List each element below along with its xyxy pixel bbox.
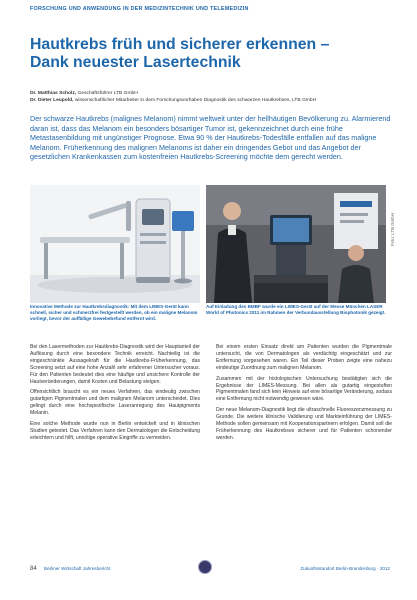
page-footer xyxy=(30,565,390,575)
footer-publication: Berliner Wirtschaft Jahresbericht xyxy=(44,566,111,571)
article-title xyxy=(30,36,400,72)
lead-paragraph: Der schwarze Hautkrebs (malignes Melanom) nimmt weltweit unter der hellhäutigen Bevölkerung zu. Alarmierend daran ist, dass das Melanom ein besonders bösartiger Tumor ist, gekennzeichnet durch eine frühe Metastasenbildung mit ungünstiger Prognose. Etwa 90 % der Hautkrebs-Todesfälle entfallen auf das maligne Melanom. Früherkennung des malignen Melanoms ist daher ein dringendes Gebot und das Angebot der gesetzlichen Krankenkassen zum kostenfreien Hautkrebs-Screening möchte dem gerecht werden. xyxy=(30,114,391,162)
body-column-left xyxy=(30,344,200,446)
body-right-paragraph-1: Bei einem ersten Einsatz direkt am Patienten wurden die Pigmentmale untersucht, die von Dermatologen als verdächtig eingeschätzt und zur Entfernung vorgesehen waren. Ein Teil dieser Proben zeigte eine nahezu eindeutige Zuordnung zum malignen Melanom. xyxy=(216,344,392,371)
limes-device-illustration xyxy=(30,185,200,303)
page-number: 84 xyxy=(30,566,37,572)
photo-credit: Foto: LTB GmbH xyxy=(390,213,395,246)
title-line-1: Hautkrebs früh und sicherer erkennen – xyxy=(30,36,330,53)
exhibition-photo xyxy=(206,185,386,303)
limes-device-photo xyxy=(30,185,200,303)
caption-left: Innovative Methode zur Hautkrebsdiagnostik: Mit dem LIMES-Gerät kann schnell, sicher und schmerzfrei festgestellt werden, ob ein maligne Melanom vorliegt, bevor der auffällige Gewebebefund entfernt wird. xyxy=(30,304,198,322)
author-block xyxy=(30,90,400,104)
author-2-role: wissenschaftlicher Mitarbeiter in dem Forschungsvorhaben Diagnostik des schwarzen Hautkrebses, LTB GmbH xyxy=(73,98,317,104)
author-1-name: Dr. Matthias Scholz, xyxy=(30,91,77,96)
author-1 xyxy=(30,90,400,97)
body-left-paragraph-2: Offensichtlich braucht es ein neues Verfahren, das eindeutig zwischen gutartigen Pigmentmalen und dem malignen Melanom unterscheidet. Dies gelingt durch eine hochspezifische Laseranregung des Hautpigments Melanin. xyxy=(30,389,200,417)
body-right-paragraph-3: Der neue Melanom-Diagnostik liegt die ultraschnelle Fluoreszenzmessung zu Grunde. Die weitere klinische Validierung und Markteinführung der LIMES-Methode sollen gemeinsam mit Kooperationspartnern erfolgen. Damit soll die Früherkennung des Hautkrebses sicherer und für Patienten schonender werden. xyxy=(216,407,392,441)
author-2 xyxy=(30,97,400,104)
body-column-right xyxy=(216,344,392,446)
author-2-name: Dr. Dieter Leupold, xyxy=(30,98,74,104)
footer-logo-icon xyxy=(198,560,212,574)
body-left-paragraph-3: Eine solche Methode wurde nun in Berlin entwickelt und in klinischen Studien getestet. Das Verfahren kann den Dermatologen die Entscheidung erleichtern und hilft, unnötige operative Eingriffe zu vermeiden. xyxy=(30,421,200,441)
body-right-paragraph-2: Zusammen mit der histologischen Untersuchung bestätigten sich die Ergebnisse der LIMES-Messung. Bei allen als gutartig eingestuften Pigmentmalen fand sich kein Hinweis auf eine bösartige Veränderung, sodass eine Entfernung nicht notwendig gewesen wäre. xyxy=(216,375,392,403)
footer-series: Zukunftsstandort Berlin-Brandenburg · 2012 xyxy=(300,566,390,571)
author-1-role: Geschäftsführer LTB GmbH xyxy=(76,91,138,96)
caption-right: Auf Einladung des BMBF wurde ein LIMES-Gerät auf der Messe München LASER World of Photonics 2011 im Rahmen der Verbundausstellung Biophotonik gezeigt. xyxy=(206,304,386,316)
exhibition-illustration xyxy=(206,185,386,303)
section-label: FORSCHUNG UND ANWENDUNG IN DER MEDIZINTECHNIK UND TELEMEDIZIN xyxy=(30,6,249,12)
body-left-paragraph-1: Bei den Lasermethoden zur Hautkrebs-Diagnostik wird der Hauptanteil der Auflösung durch eine besondere Technik erreicht. Nachteilig ist die eingeschränkte Aussagekraft für die Hautkrebs-Früherkennung, das Screening setzt auf eine hohe Anzahl sehr erfahrener Untersucher voraus. Für den Patienten bedeutet dies eine häufige und unsichere Kontrolle der Hautveränderungen, damit Kosten und Belastung steigen. xyxy=(30,344,200,385)
title-line-2: Dank neuester Lasertechnik xyxy=(30,54,241,71)
